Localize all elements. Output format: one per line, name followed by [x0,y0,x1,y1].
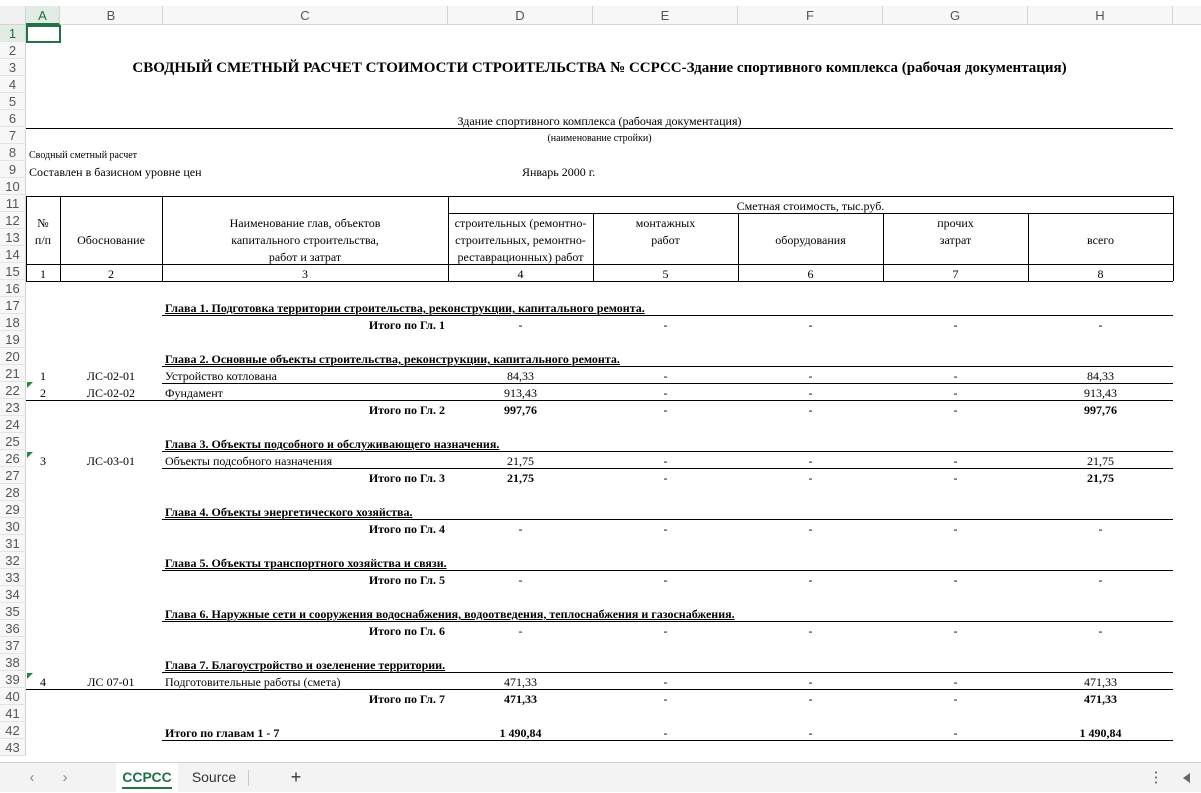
row-header[interactable]: 12 [0,212,26,229]
row-header[interactable]: 17 [0,297,26,314]
row-header[interactable]: 33 [0,569,26,586]
cost-group-header: Сметная стоимость, тыс.руб. [736,199,885,213]
select-all-corner[interactable] [0,6,26,25]
column-header-g[interactable]: G [883,6,1028,25]
value-cell: - [663,403,668,417]
column-header-h[interactable]: H [1028,6,1173,25]
row-header[interactable]: 22 [0,382,26,399]
row-header[interactable]: 42 [0,722,26,739]
name-header-l3: работ и затрат [268,250,342,264]
row-header[interactable]: 13 [0,229,26,246]
row-header[interactable]: 20 [0,348,26,365]
item-number: 2 [40,386,46,400]
value-cell: - [953,454,958,468]
col-number: 7 [952,267,959,281]
row-header[interactable]: 24 [0,416,26,433]
row-header[interactable]: 38 [0,654,26,671]
chapter-total-label: Итого по Гл. 2 [368,403,445,417]
value-cell: - [808,403,813,417]
value-cell: 997,76 [504,403,537,417]
value-cell: 913,43 [504,386,537,400]
tab-source[interactable]: Source [191,769,237,785]
construction-caption: (наименование стройки) [547,133,652,144]
value-cell: - [808,624,813,638]
item-name: Устройство котлована [165,369,277,383]
row-header[interactable]: 32 [0,552,26,569]
item-basis: ЛС-02-01 [86,369,136,383]
value-cell: - [1098,522,1103,536]
row-header[interactable]: 5 [0,93,26,110]
col-number: 4 [517,267,524,281]
row-header[interactable]: 2 [0,42,26,59]
value-cell: - [663,624,668,638]
value-cell: - [808,454,813,468]
mount-header-l1: монтажных [635,216,696,230]
value-cell: - [518,624,523,638]
row-header[interactable]: 21 [0,365,26,382]
value-cell: 913,43 [1084,386,1117,400]
value-cell: - [808,675,813,689]
chapter-line [162,315,1173,316]
column-header-a[interactable]: A [26,6,60,25]
row-header[interactable]: 28 [0,484,26,501]
row-header[interactable]: 35 [0,603,26,620]
row-header[interactable]: 7 [0,127,26,144]
next-sheet-button[interactable]: › [62,769,68,786]
horizontal-scroll-arrow-icon[interactable] [1172,763,1201,792]
value-cell: - [663,675,668,689]
chapter-total-label: Итого по Гл. 1 [368,318,445,332]
item-number: 1 [40,369,46,383]
value-cell: 471,33 [504,692,537,706]
header-top-line-mid [162,196,448,197]
value-cell: - [953,386,958,400]
more-options-icon[interactable]: ⋮ [1148,769,1164,786]
chapter-total-label: Итого по Гл. 5 [368,573,445,587]
value-cell: - [1098,624,1103,638]
value-cell: - [953,675,958,689]
row-header[interactable]: 6 [0,110,26,127]
value-cell: - [663,471,668,485]
item-basis: ЛС-03-01 [86,454,136,468]
value-cell: - [953,624,958,638]
tab-separator [248,770,249,786]
row-header[interactable]: 34 [0,586,26,603]
row-header[interactable]: 40 [0,688,26,705]
row-header[interactable]: 8 [0,144,26,161]
column-header-c[interactable]: C [163,6,448,25]
chapter-title: Глава 3. Объекты подсобного и обслуживающего назначения. [165,437,500,451]
header-vline [1173,196,1174,281]
chapter-total-label: Итого по Гл. 4 [368,522,445,536]
value-cell: - [953,318,958,332]
value-cell: - [953,471,958,485]
item-name: Объекты подсобного назначения [165,454,333,468]
total-header: всего [1086,233,1115,247]
value-cell: - [518,573,523,587]
chapter-title: Глава 7. Благоустройство и озеленение территории. [165,658,446,672]
header-top-line [448,196,1173,197]
value-cell: 21,75 [507,471,534,485]
name-header-l2: капитального строительства, [231,233,379,247]
row-header[interactable]: 16 [0,280,26,297]
row-header[interactable]: 43 [0,739,26,756]
row-header[interactable]: 31 [0,535,26,552]
value-cell: - [1098,573,1103,587]
value-cell: 21,75 [507,454,534,468]
item-number: 4 [40,675,46,689]
row-header[interactable]: 9 [0,161,26,178]
grand-total-value: - [663,726,668,740]
num-header-l1: № [37,216,49,230]
row-header[interactable]: 18 [0,314,26,331]
document-title: СВОДНЫЙ СМЕТНЫЙ РАСЧЕТ СТОИМОСТИ СТРОИТЕЛЬСТВА № ССРСС-Здание спортивного комплекса (рабочая документация) [132,60,1067,76]
value-cell: - [808,522,813,536]
row-header[interactable]: 23 [0,399,26,416]
row-header[interactable]: 25 [0,433,26,450]
equip-header: оборудования [775,233,846,247]
row-header[interactable]: 36 [0,620,26,637]
chapter-line [162,570,1173,571]
col-number: 5 [662,267,669,281]
row-header[interactable]: 15 [0,263,26,280]
value-cell: 471,33 [1084,692,1117,706]
value-cell: - [953,369,958,383]
construction-name: Здание спортивного комплекса (рабочая документация) [457,114,742,128]
chapter-total-label: Итого по Гл. 3 [368,471,445,485]
row-header[interactable]: 27 [0,467,26,484]
basis-header: Обоснование [77,233,145,247]
chapter-line [162,451,1173,452]
value-cell: - [1098,318,1103,332]
item-line [26,400,1173,401]
row-header[interactable]: 3 [0,59,26,76]
item-basis: ЛС-02-02 [86,386,136,400]
chapter-line [162,621,1173,622]
value-cell: - [808,692,813,706]
constr-header-l1: строительных (ремонтно- [454,216,587,230]
col-number: 6 [807,267,814,281]
value-cell: - [663,318,668,332]
chapter-title: Глава 1. Подготовка территории строительства, реконструкции, капитального ремонта. [165,301,645,315]
value-cell: 84,33 [507,369,534,383]
header-top-line-left [26,196,162,197]
prev-sheet-button[interactable]: ‹ [29,769,35,786]
chapter-line [162,672,1173,673]
value-cell: - [663,522,668,536]
chapter-total-label: Итого по Гл. 6 [368,624,445,638]
other-header-l1: прочих [937,216,974,230]
value-cell: - [663,454,668,468]
value-cell: - [808,318,813,332]
constr-header-l2: строительных, ремонтно- [455,233,586,247]
column-header-f[interactable]: F [738,6,883,25]
value-cell: - [953,403,958,417]
construction-underline [26,128,1173,129]
value-cell: 471,33 [504,675,537,689]
grand-total-value: 1 490,84 [499,726,542,740]
column-header-d[interactable]: D [448,6,593,25]
column-header-e[interactable]: E [593,6,738,25]
value-cell: 21,75 [1087,471,1114,485]
value-cell: - [808,573,813,587]
row-header[interactable]: 11 [0,195,26,212]
value-cell: - [808,369,813,383]
row-header[interactable]: 14 [0,246,26,263]
value-cell: 84,33 [1087,369,1114,383]
column-header-b[interactable]: B [60,6,163,25]
chapter-title: Глава 6. Наружные сети и сооружения водоснабжения, водоотведения, теплоснабжения и газоснабжения. [165,607,735,621]
row-header[interactable]: 19 [0,331,26,348]
chapter-line [162,519,1173,520]
value-cell: - [518,318,523,332]
other-header-l2: затрат [939,233,972,247]
chapter-title: Глава 2. Основные объекты строительства, реконструкции, капитального ремонта. [165,352,620,366]
value-cell: - [663,692,668,706]
value-cell: - [953,522,958,536]
col-number: 1 [40,267,46,281]
value-cell: - [808,386,813,400]
chapter-total-label: Итого по Гл. 7 [368,692,445,706]
grand-total-value: 1 490,84 [1079,726,1122,740]
item-name: Подготовительные работы (смета) [165,675,341,689]
row-header[interactable]: 39 [0,671,26,688]
add-sheet-button[interactable]: + [290,767,302,787]
grand-total-value: - [953,726,958,740]
price-level-date: Январь 2000 г. [522,165,596,179]
item-line [162,383,1173,384]
mount-header-l2: работ [651,233,680,247]
item-line [162,468,1173,469]
constr-header-l3: реставрационных) работ [457,250,584,264]
value-cell: - [953,573,958,587]
sheet-tab-bar [0,762,1201,792]
col-number: 2 [108,267,114,281]
grand-total-line [162,740,1173,741]
chapter-title: Глава 4. Объекты энергетического хозяйства. [165,505,413,519]
name-header-l1: Наименование глав, объектов [229,216,381,230]
col-number: 3 [302,267,308,281]
grand-total-label: Итого по главам 1 - 7 [165,726,280,740]
row-header[interactable]: 26 [0,450,26,467]
value-cell: - [953,692,958,706]
tab-ssrss-label: ССРСС [122,769,171,789]
item-basis: ЛС 07-01 [87,675,135,689]
value-cell: - [663,386,668,400]
row-header[interactable]: 30 [0,518,26,535]
price-level-label: Составлен в базисном уровне цен [29,165,202,179]
row-header[interactable]: 37 [0,637,26,654]
item-line [26,689,1173,690]
calc-label: Сводный сметный расчет [29,150,138,161]
value-cell: 471,33 [1084,675,1117,689]
item-number: 3 [40,454,46,468]
value-cell: - [518,522,523,536]
chapter-line [162,366,1173,367]
item-name: Фундамент [165,386,223,400]
value-cell: 997,76 [1084,403,1117,417]
value-cell: - [808,471,813,485]
row-header[interactable]: 4 [0,76,26,93]
grand-total-value: - [808,726,813,740]
row-header[interactable]: 1 [0,25,26,42]
row-header[interactable]: 29 [0,501,26,518]
chapter-title: Глава 5. Объекты транспортного хозяйства и связи. [165,556,447,570]
tab-ssrss[interactable] [116,763,178,792]
col-number: 8 [1097,267,1104,281]
value-cell: - [663,369,668,383]
column-header-extra[interactable] [1173,6,1201,25]
value-cell: - [663,573,668,587]
active-cell-a1[interactable] [26,25,61,43]
value-cell: 21,75 [1087,454,1114,468]
row-header[interactable]: 10 [0,178,26,195]
num-header-l2: п/п [34,233,52,247]
row-header[interactable]: 41 [0,705,26,722]
